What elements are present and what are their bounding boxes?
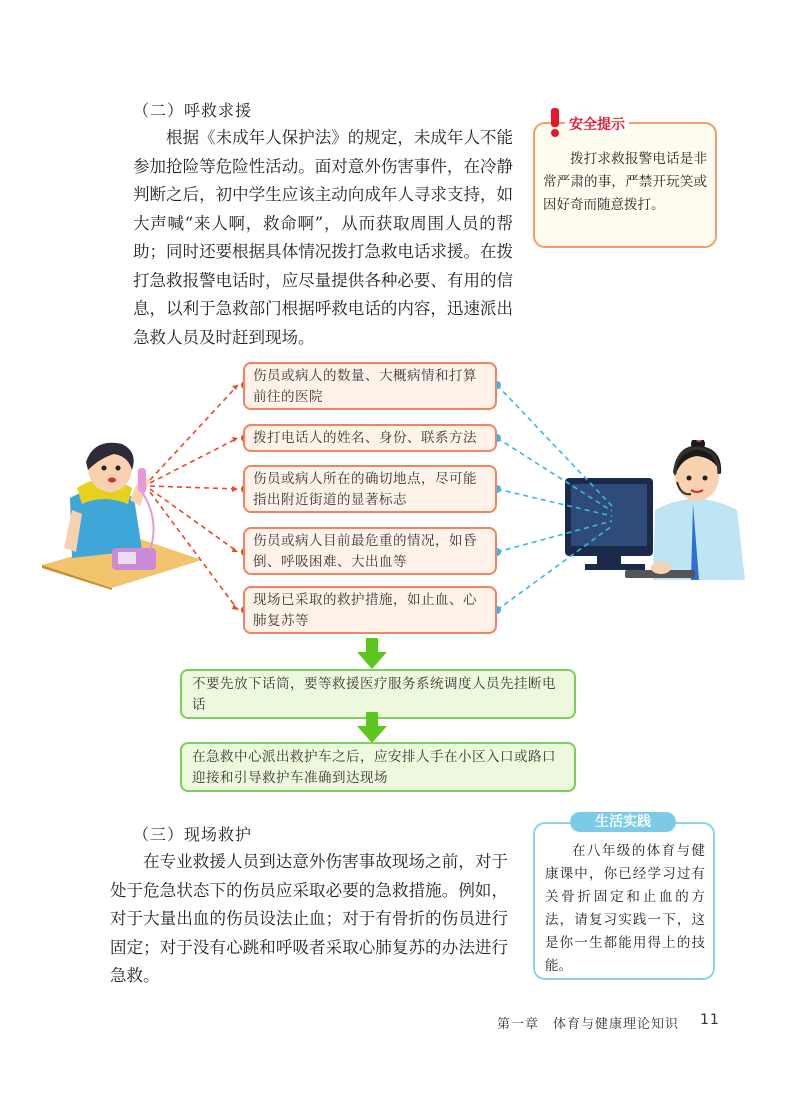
life-practice-box [533,822,715,980]
safety-tip-title: 安全提示 [565,114,629,134]
paragraph-text: 在专业救援人员到达意外伤害事故现场之前，对于处于危急状态下的伤员应采取必要的急救措施。例如，对于大量出血的伤员设法止血；对于有骨折的伤员进行固定；对于没有心跳和呼吸者采取心肺复苏的办法进行急救。 [110,852,508,985]
paragraph-text: 根据《未成年人保护法》的规定，未成年人不能参加抢险等危险性活动。面对意外伤害事件，在冷静判断之后，初中学生应该主动向成年人寻求支持，如大声喊“来人啊，救命啊”，从而获取周围人员的帮助；同时还要根据具体情况拨打急救电话求援。在拨打急救报警电话时，应尽量提供各种必要、有用的信息，以利于急救部门根据呼救电话的内容，迅速派出急救人员及时赶到现场。 [133,128,513,347]
info-box-patient-count: 伤员或病人的数量、大概病情和打算前往的医院 [243,362,497,410]
info-box-condition: 伤员或病人目前最危重的情况，如昏倒、呼吸困难、大出血等 [243,527,497,575]
info-box-measures: 现场已采取的救护措施，如止血、心肺复苏等 [243,586,497,634]
footer-chapter: 第一章 体育与健康理论知识 [497,1017,680,1032]
step-box-guide-ambulance: 在急救中心派出救护车之后，应安排人手在小区入口或路口迎接和引导救护车准确到达现场 [180,742,576,792]
section-heading-3: （三）现场救护 [133,825,253,844]
info-box-caller-identity: 拨打电话人的姓名、身份、联系方法 [243,424,497,452]
safety-tip-text: 拨打求救报警电话是非常严肃的事，严禁开玩笑或因好奇而随意拨打。 [543,151,707,213]
life-practice-text-wrap [545,840,705,978]
section-3-paragraph [110,848,508,991]
info-box-location: 伤员或病人所在的确切地点，尽可能指出附近街道的显著标志 [243,465,497,513]
section-heading-2: （二）呼救求援 [133,101,253,120]
step-box-hold-phone: 不要先放下话筒，要等救援医疗服务系统调度人员先挂断电话 [180,669,576,719]
life-practice-text: 在八年级的体育与健康课中，你已经学习过有关骨折固定和止血的方法，请复习实践一下，这是你一生都能用得上的技能。 [545,843,705,974]
life-practice-title: 生活实践 [570,812,676,832]
page-number: 11 [700,1012,720,1028]
